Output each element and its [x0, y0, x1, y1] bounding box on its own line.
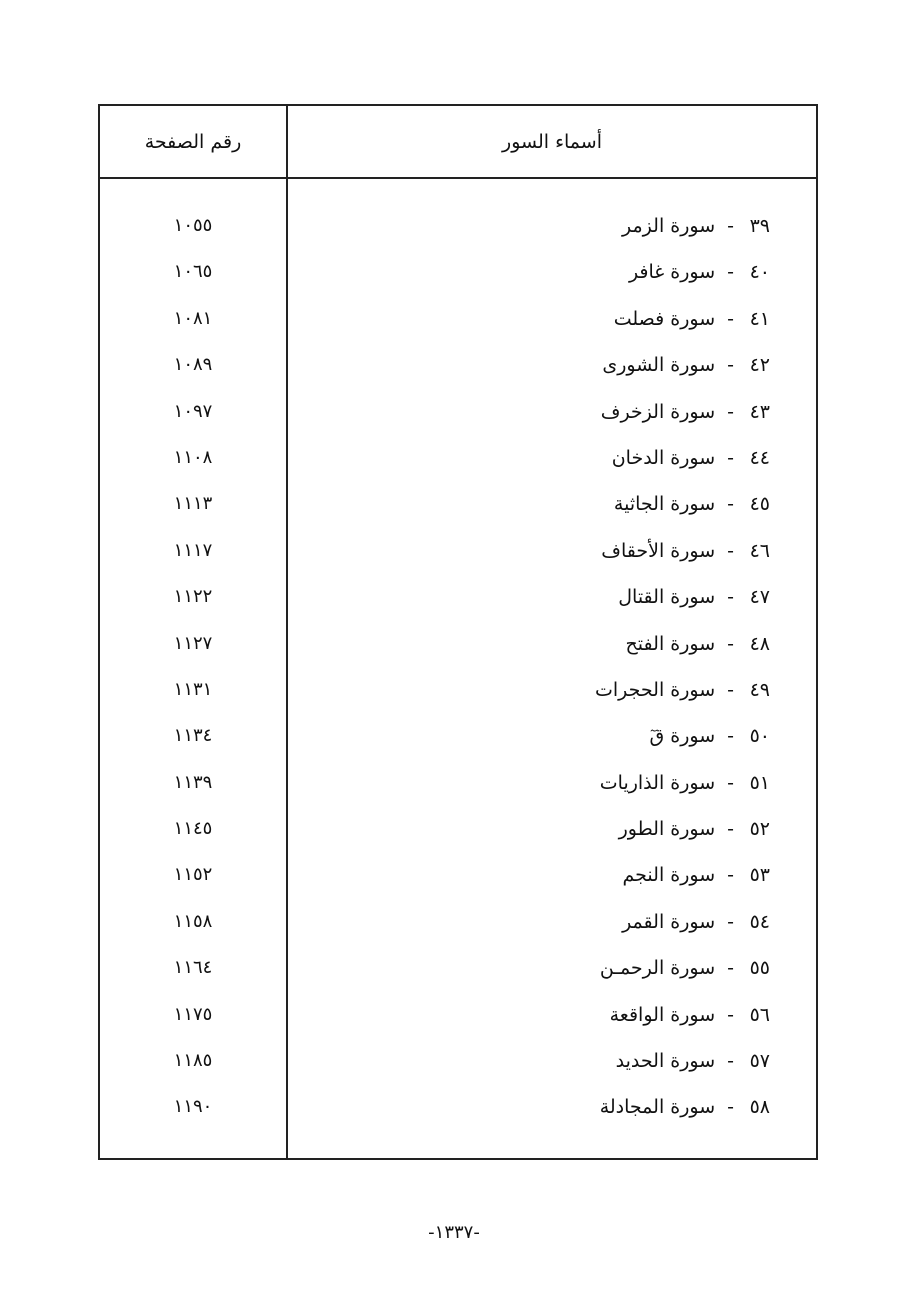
page-number-cell: ١٠٨٩ [173, 354, 213, 376]
dash-separator: - [727, 215, 734, 237]
table-row [100, 389, 816, 435]
surah-name: سورة الواقعة [609, 1003, 716, 1026]
dash-separator: - [727, 957, 734, 980]
surah-name: سورة القمر [622, 910, 716, 933]
surah-name: سورة الحديد [615, 1050, 716, 1073]
surah-entry [601, 389, 770, 435]
table-row [100, 713, 816, 759]
dash-separator: - [727, 678, 734, 701]
dash-separator: - [727, 725, 734, 748]
surah-number: ٥٤ [749, 910, 770, 933]
page-number-cell: ١٠٩٧ [173, 400, 213, 422]
surah-name: سورة الحجرات [594, 678, 716, 701]
dash-separator: - [727, 632, 734, 655]
surah-number: ٤٧ [749, 586, 770, 609]
surah-number: ٥٧ [749, 1050, 770, 1073]
surah-name: سورة الشورى [602, 354, 716, 377]
table-row [100, 667, 816, 713]
surah-name: سورة الطور [618, 818, 716, 841]
surah-name: سورة الزخرف [600, 400, 716, 423]
surah-name: سورة الجاثية [613, 493, 716, 516]
page-number-cell: ١١١٧ [173, 539, 213, 561]
table-row [100, 574, 816, 620]
surah-number: ٥٠ [749, 725, 770, 748]
surah-number: ٤٩ [749, 678, 770, 701]
dash-separator: - [727, 354, 734, 377]
table-row [100, 1084, 816, 1130]
page-number-cell: ١١٣١ [173, 678, 213, 700]
page-number-cell: ١١٣٩ [173, 771, 213, 793]
surah-entry [602, 342, 770, 388]
dash-separator: - [727, 771, 734, 794]
surah-entry [600, 1084, 770, 1130]
page-number-cell: ١١٩٠ [173, 1096, 213, 1118]
surah-number: ٤٦ [749, 539, 770, 562]
surah-name: سورة قٓ [649, 725, 716, 748]
table-row [100, 296, 816, 342]
table-row [100, 945, 816, 991]
table-row [100, 342, 816, 388]
dash-separator: - [727, 1003, 734, 1026]
page-number-cell: ١١٥٢ [173, 864, 213, 886]
surah-name: سورة القتال [618, 586, 716, 609]
dash-separator: - [727, 586, 734, 609]
dash-separator: - [727, 1096, 734, 1119]
table-header-row [100, 106, 816, 179]
surah-entry [622, 899, 770, 945]
surah-name: سورة الزمر [622, 215, 716, 237]
surah-entry [622, 203, 770, 249]
surah-number: ٤٠ [749, 261, 770, 284]
table-row [100, 481, 816, 527]
page-number-cell: ١١٢٢ [173, 586, 213, 608]
dash-separator: - [727, 400, 734, 423]
surah-entry [619, 806, 770, 852]
surah-entry [626, 621, 770, 667]
surah-name: سورة غافر [628, 261, 716, 284]
dash-separator: - [727, 1050, 734, 1073]
dash-separator: - [727, 261, 734, 284]
page-number-cell: ١١٣٤ [173, 725, 213, 747]
page-number-cell: ١١٤٥ [173, 818, 213, 840]
surah-name: سورة النجم [622, 864, 716, 887]
page-number-cell: ١٠٦٥ [173, 261, 213, 283]
table-row [100, 528, 816, 574]
dash-separator: - [727, 539, 734, 562]
table-row [100, 203, 816, 249]
page-number-cell: ١١٧٥ [173, 1003, 213, 1025]
surah-number: ٥١ [749, 771, 770, 794]
surah-entry [629, 249, 770, 295]
surah-entry [595, 667, 770, 713]
surah-entry [649, 713, 770, 759]
dash-separator: - [727, 910, 734, 933]
surah-name: سورة الرحمـن [599, 957, 716, 980]
table-body [100, 203, 816, 1131]
header-surah-names: أسماء السور [502, 130, 602, 153]
surah-number: ٥٦ [749, 1003, 770, 1026]
surah-number: ٥٣ [749, 864, 770, 887]
table-row [100, 621, 816, 667]
table-row [100, 806, 816, 852]
table-row [100, 899, 816, 945]
surah-entry [614, 481, 770, 527]
surah-index-table [98, 104, 818, 1160]
page-number-cell: ١٠٨١ [173, 307, 213, 329]
surah-name: سورة المجادلة [599, 1096, 716, 1119]
surah-entry [610, 992, 770, 1038]
surah-name: سورة فصلت [613, 307, 716, 330]
surah-entry [601, 528, 770, 574]
surah-entry [612, 435, 770, 481]
page-number-footer: -١٣٣٧- [428, 1222, 480, 1243]
surah-number: ٤١ [749, 307, 770, 330]
page-number-cell: ١٠٥٥ [173, 215, 213, 236]
table-row [100, 249, 816, 295]
table-row [100, 852, 816, 898]
surah-entry [616, 1038, 770, 1084]
surah-name: سورة الفتح [625, 632, 716, 655]
surah-entry [618, 574, 770, 620]
dash-separator: - [727, 864, 734, 887]
dash-separator: - [727, 818, 734, 841]
page-number-cell: ١١٨٥ [173, 1050, 213, 1072]
surah-number: ٤٢ [749, 354, 770, 377]
table-row [100, 760, 816, 806]
surah-number: ٤٤ [749, 446, 770, 469]
surah-number: ٤٥ [749, 493, 770, 516]
page-number-cell: ١١٥٨ [173, 910, 213, 932]
surah-entry [600, 945, 770, 991]
surah-number: ٤٣ [749, 400, 770, 423]
table-row [100, 435, 816, 481]
surah-name: سورة الذاريات [599, 771, 716, 794]
surah-number: ٥٥ [749, 957, 770, 980]
header-page-number: رقم الصفحة [144, 130, 242, 153]
surah-number: ٥٢ [749, 818, 770, 841]
page-number-cell: ١١٦٤ [173, 957, 213, 979]
surah-entry [614, 296, 770, 342]
page-number-cell: ١١٢٧ [173, 632, 213, 654]
surah-name: سورة الدخان [611, 446, 716, 469]
surah-entry [600, 760, 770, 806]
page-number-cell: ١١٠٨ [173, 446, 213, 468]
page-number-cell: ١١١٣ [173, 493, 213, 515]
surah-number: ٤٨ [749, 632, 770, 655]
surah-number: ٥٨ [749, 1096, 770, 1119]
surah-number: ٣٩ [749, 215, 770, 237]
table-row [100, 992, 816, 1038]
surah-name: سورة الأحقاف [601, 539, 716, 562]
dash-separator: - [727, 446, 734, 469]
dash-separator: - [727, 307, 734, 330]
dash-separator: - [727, 493, 734, 516]
table-row [100, 1038, 816, 1084]
surah-entry [623, 852, 770, 898]
